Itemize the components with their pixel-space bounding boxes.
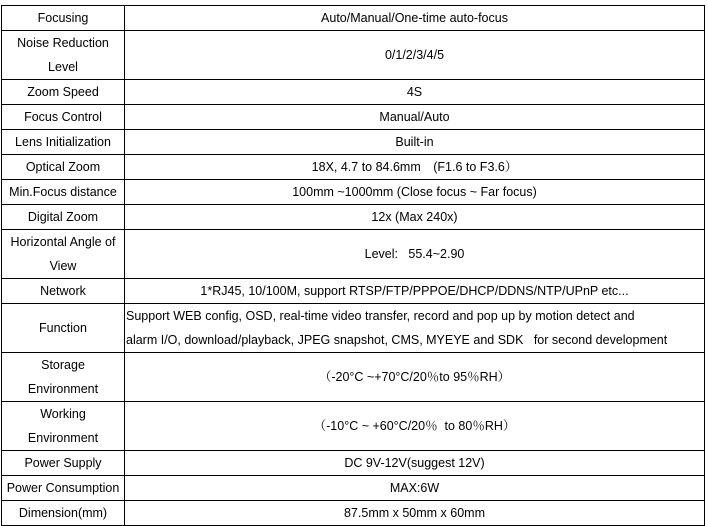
spec-value: 87.5mm x 50mm x 60mm (125, 501, 705, 526)
table-row (2, 230, 705, 279)
table-row (2, 6, 705, 31)
table-row (2, 476, 705, 501)
table-row (2, 501, 705, 526)
spec-value: Support WEB config, OSD, real-time video transfer, record and pop up by motion detect and alarm I/O, download/playback, JPEG snapshot, CMS, MYEYE and SDK for second development (125, 304, 705, 353)
spec-label: Power Supply (2, 451, 125, 476)
table-row (2, 402, 705, 451)
table-row (2, 105, 705, 130)
spec-value: 100mm ~1000mm (Close focus ~ Far focus) (125, 180, 705, 205)
table-row (2, 451, 705, 476)
spec-value: DC 9V-12V(suggest 12V) (125, 451, 705, 476)
spec-label: Working Environment (2, 402, 125, 451)
spec-label: Lens Initialization (2, 130, 125, 155)
spec-label: Zoom Speed (2, 80, 125, 105)
table-row (2, 155, 705, 180)
spec-label: Focus Control (2, 105, 125, 130)
spec-value: 0/1/2/3/4/5 (125, 31, 705, 80)
spec-label: Min.Focus distance (2, 180, 125, 205)
table-row (2, 279, 705, 304)
spec-label: Optical Zoom (2, 155, 125, 180)
table-row (2, 31, 705, 80)
spec-table (1, 5, 705, 526)
spec-value: 4S (125, 80, 705, 105)
table-row (2, 353, 705, 402)
spec-value: Level: 55.4~2.90 (125, 230, 705, 279)
table-row (2, 130, 705, 155)
spec-label: Function (2, 304, 125, 353)
spec-value: 18X, 4.7 to 84.6mm (F1.6 to F3.6） (125, 155, 705, 180)
spec-label: Dimension(mm) (2, 501, 125, 526)
spec-label: Network (2, 279, 125, 304)
spec-label: Storage Environment (2, 353, 125, 402)
spec-value: MAX:6W (125, 476, 705, 501)
spec-label: Horizontal Angle of View (2, 230, 125, 279)
table-row (2, 180, 705, 205)
spec-value: Built-in (125, 130, 705, 155)
spec-label: Power Consumption (2, 476, 125, 501)
table-row (2, 304, 705, 353)
table-row (2, 205, 705, 230)
spec-value: 12x (Max 240x) (125, 205, 705, 230)
spec-label: Digital Zoom (2, 205, 125, 230)
table-row (2, 80, 705, 105)
spec-value: Auto/Manual/One-time auto-focus (125, 6, 705, 31)
spec-value: （-10°C ~ +60°C/20％ to 80％RH） (125, 402, 705, 451)
spec-label: Focusing (2, 6, 125, 31)
spec-label: Noise Reduction Level (2, 31, 125, 80)
spec-value: 1*RJ45, 10/100M, support RTSP/FTP/PPPOE/DHCP/DDNS/NTP/UPnP etc... (125, 279, 705, 304)
spec-value: Manual/Auto (125, 105, 705, 130)
spec-value: （-20°C ~+70°C/20％to 95％RH） (125, 353, 705, 402)
